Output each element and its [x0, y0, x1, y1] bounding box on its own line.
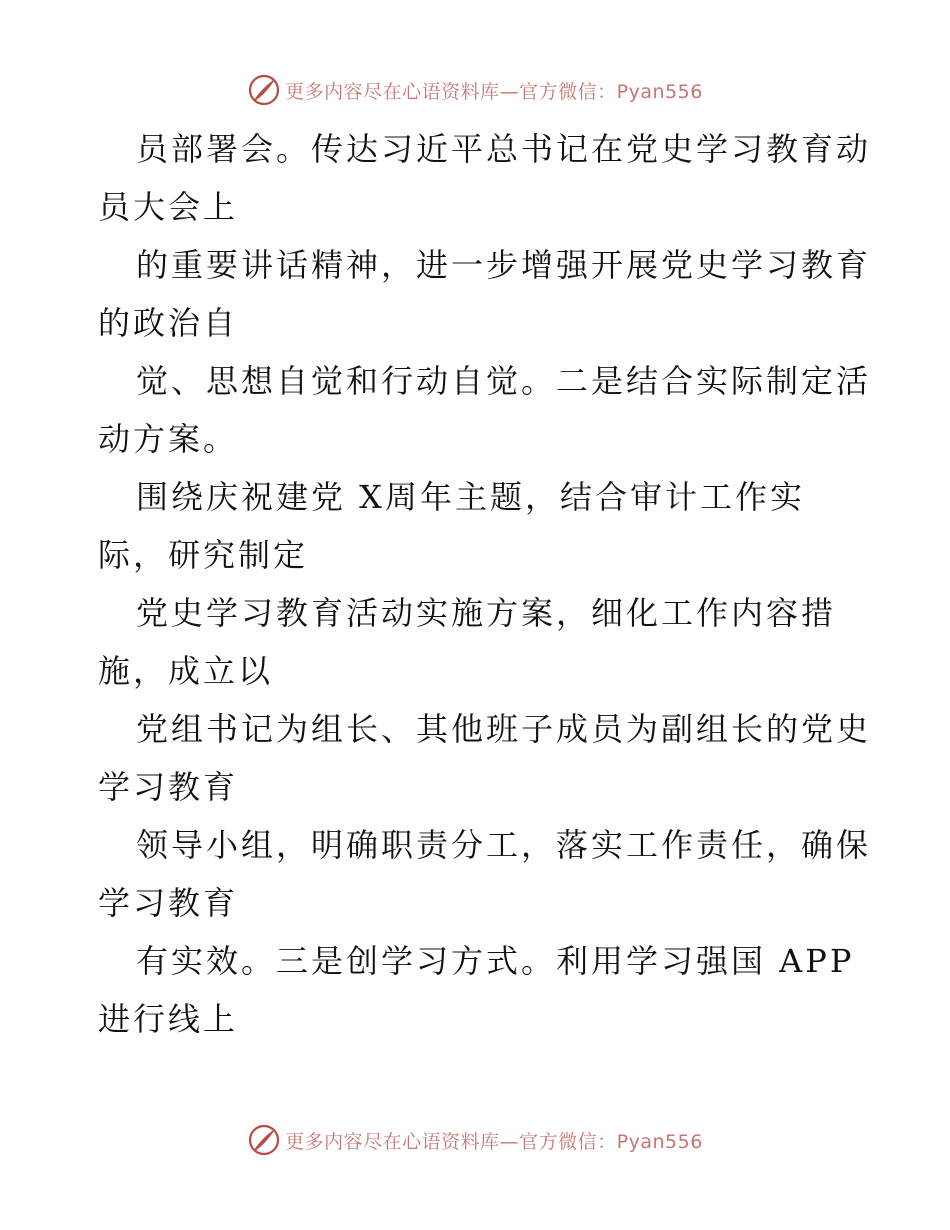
body-line: 围绕庆祝建党 X周年主题，结合审计工作实 — [136, 478, 805, 516]
body-line: 学习教育 — [98, 884, 239, 922]
body-line: 施，成立以 — [98, 652, 274, 690]
body-line: 员部署会。传达习近平总书记在党史学习教育动 — [136, 130, 872, 168]
body-line: 员大会上 — [98, 188, 239, 226]
body-line: 有实效。三是创学习方式。利用学习强国 APP — [136, 942, 855, 980]
body-line: 领导小组，明确职责分工，落实工作责任，确保 — [136, 826, 872, 864]
header-watermark — [0, 70, 950, 110]
body-line: 党史学习教育活动实施方案，细化工作内容措 — [136, 594, 837, 632]
body-line: 学习教育 — [98, 768, 239, 806]
body-line: 际，研究制定 — [98, 536, 309, 574]
footer-watermark — [0, 1120, 950, 1160]
feather-quill-icon — [247, 73, 281, 107]
body-line: 党组书记为组长、其他班子成员为副组长的党史 — [136, 710, 872, 748]
footer-watermark-text: 更多内容尽在心语资料库—官方微信：Pyan556 — [285, 1130, 703, 1153]
body-line: 觉、思想自觉和行动自觉。二是结合实际制定活 — [136, 362, 872, 400]
document-body — [98, 120, 872, 1048]
body-line: 进行线上 — [98, 1000, 239, 1038]
body-line: 的政治自 — [98, 304, 239, 342]
body-line: 的重要讲话精神，进一步增强开展党史学习教育 — [136, 246, 872, 284]
body-line: 动方案。 — [98, 420, 239, 458]
feather-quill-icon — [247, 1123, 281, 1157]
header-watermark-text: 更多内容尽在心语资料库—官方微信：Pyan556 — [285, 80, 703, 103]
